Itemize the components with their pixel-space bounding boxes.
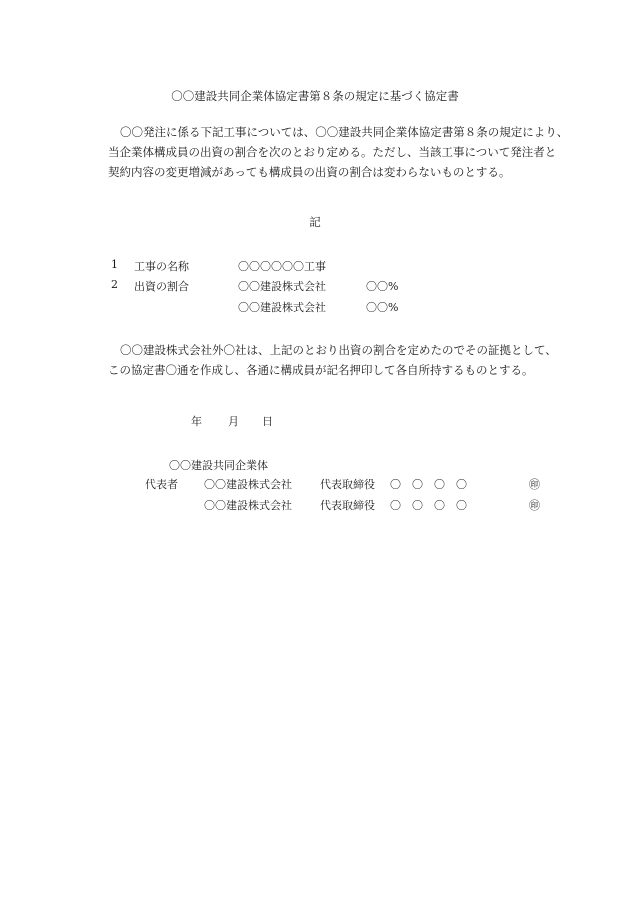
signature-title-1: 代表取締役 bbox=[320, 478, 375, 491]
item2-label: 出資の割合 bbox=[134, 280, 189, 293]
signature-title-2: 代表取締役 bbox=[320, 499, 375, 512]
item2-ratio-1: 〇〇% bbox=[366, 280, 399, 293]
item1-number: 1 bbox=[111, 258, 118, 271]
intro-line: 契約内容の変更増減があっても構成員の出資の割合は変わらないものとする。 bbox=[108, 165, 511, 179]
item1-label: 工事の名称 bbox=[134, 260, 189, 273]
signature-company-2: 〇〇建設株式会社 bbox=[204, 499, 292, 512]
signature-name-2: 〇 〇 〇 〇 bbox=[390, 499, 467, 512]
item2-ratio-2: 〇〇% bbox=[366, 301, 399, 314]
jv-name: 〇〇建設共同企業体 bbox=[169, 459, 268, 472]
item1-value: 〇〇〇〇〇〇工事 bbox=[238, 260, 326, 273]
signature-name-1: 〇 〇 〇 〇 bbox=[390, 478, 467, 491]
item2-number: 2 bbox=[111, 278, 118, 291]
closing-line: この協定書〇通を作成し、各通に構成員が記名押印して各自所持するものとする。 bbox=[108, 363, 534, 377]
intro-line: 当企業体構成員の出資の割合を次のとおり定める。ただし、当該工事について発注者と bbox=[108, 145, 557, 159]
seal-mark-1: ㊞ bbox=[529, 478, 540, 491]
item2-company-1: 〇〇建設株式会社 bbox=[238, 280, 326, 293]
seal-mark-2: ㊞ bbox=[529, 499, 540, 512]
date-year: 年 bbox=[191, 415, 202, 428]
intro-paragraph bbox=[108, 122, 569, 182]
signature-company-1: 〇〇建設株式会社 bbox=[204, 478, 292, 491]
representative-label: 代表者 bbox=[145, 478, 178, 491]
document-title: 〇〇建設共同企業体協定書第８条の規定に基づく協定書 bbox=[171, 89, 459, 103]
item2-company-2: 〇〇建設株式会社 bbox=[238, 301, 326, 314]
date-day: 日 bbox=[262, 415, 273, 428]
date-month: 月 bbox=[228, 415, 239, 428]
closing-paragraph bbox=[108, 340, 557, 380]
closing-line: 〇〇建設株式会社外〇社は、上記のとおり出資の割合を定めたのでその証拠として、 bbox=[120, 343, 557, 357]
ki-heading: 記 bbox=[309, 215, 321, 229]
intro-line: 〇〇発注に係る下記工事については、〇〇建設共同企業体協定書第８条の規定により、 bbox=[120, 125, 569, 139]
